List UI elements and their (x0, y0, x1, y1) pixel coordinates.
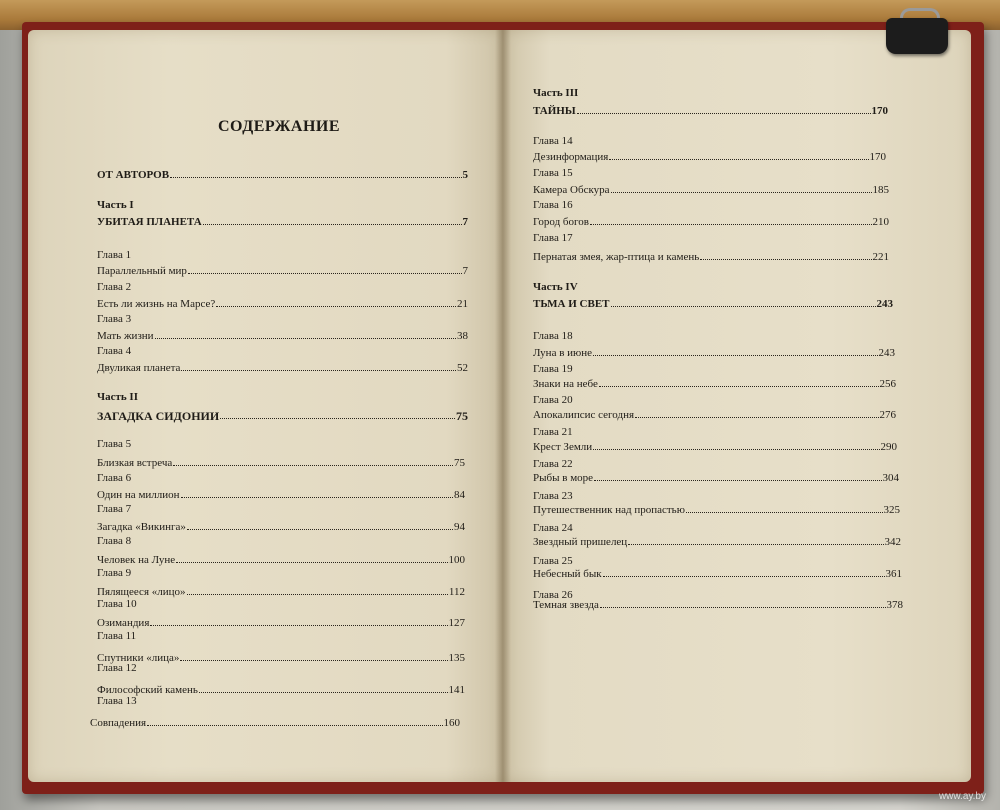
part-4-page: 243 (876, 298, 893, 310)
dot-leader (603, 567, 885, 577)
part-4-heading: Часть IV (533, 281, 578, 293)
chapter-label: Глава 1 (97, 249, 132, 261)
chapter-title: Совпадения (90, 717, 147, 729)
part-2-page: 75 (456, 409, 468, 423)
dot-leader (187, 585, 448, 595)
toc-entry (533, 567, 902, 581)
dot-leader (611, 183, 872, 193)
toc-entry-part-1 (97, 215, 468, 229)
toc-entry (97, 616, 465, 630)
chapter-label: Глава 6 (97, 472, 132, 484)
chapter-label: Глава 8 (97, 535, 132, 547)
dot-leader (176, 553, 447, 563)
chapter-label: Глава 16 (533, 199, 573, 211)
part-2-name: ЗАГАДКА СИДОНИИ (97, 409, 220, 423)
chapter-title: Загадка «Викинга» (97, 521, 186, 533)
chapter-title: Апокалипсис сегодня (533, 409, 635, 421)
dot-leader (599, 377, 879, 387)
chapter-page: 378 (886, 599, 903, 611)
chapter-label: Глава 18 (533, 330, 573, 342)
chapter-page: 325 (883, 504, 900, 516)
chapter-label: Глава 19 (533, 363, 573, 375)
dot-leader (700, 250, 871, 260)
chapter-label: Глава 24 (533, 522, 573, 534)
chapter-page: 100 (448, 554, 465, 566)
chapter-page: 342 (884, 536, 901, 548)
dot-leader (609, 150, 868, 160)
chapter-page: 210 (872, 216, 889, 228)
chapter-page: 276 (879, 409, 896, 421)
chapter-title: Луна в июне (533, 347, 593, 359)
chapter-title: Рыбы в море (533, 472, 594, 484)
chapter-label: Глава 2 (97, 281, 132, 293)
dot-leader (220, 409, 455, 419)
toc-entry-part-3 (533, 104, 888, 118)
chapter-page: 141 (448, 684, 465, 696)
dot-leader (203, 215, 462, 225)
chapter-page: 290 (880, 441, 897, 453)
book-gutter (495, 30, 511, 782)
toc-entry (97, 361, 468, 375)
chapter-page: 256 (879, 378, 896, 390)
dot-leader (188, 264, 462, 274)
dot-leader (590, 215, 872, 225)
chapter-label: Глава 5 (97, 438, 132, 450)
part-3-name: ТАЙНЫ (533, 105, 576, 117)
dot-leader (593, 440, 879, 450)
chapter-title: Камера Обскура (533, 184, 610, 196)
chapter-page: 221 (872, 251, 889, 263)
chapter-title: Небесный бык (533, 568, 602, 580)
watermark: www.ay.by (938, 791, 986, 802)
toc-entry (533, 471, 899, 485)
binder-clip (886, 18, 948, 54)
chapter-title: Есть ли жизнь на Марсе? (97, 298, 216, 310)
chapter-label: Глава 23 (533, 490, 573, 502)
toc-entry (533, 535, 901, 549)
toc-entry (97, 651, 465, 665)
chapter-page: 304 (882, 472, 899, 484)
part-3-heading: Часть III (533, 87, 579, 99)
chapter-page: 361 (885, 568, 902, 580)
chapter-title: Пернатая змея, жар-птица и камень (533, 251, 700, 263)
chapter-label: Глава 14 (533, 135, 573, 147)
chapter-page: 84 (454, 489, 465, 501)
chapter-title: Пялящееся «лицо» (97, 586, 186, 598)
toc-entry (97, 264, 468, 278)
chapter-label: Глава 12 (97, 662, 137, 674)
toc-entry (533, 503, 900, 517)
dot-leader (155, 329, 456, 339)
chapter-title: Философский камень (97, 684, 198, 696)
toc-entry (533, 215, 889, 229)
chapter-title: Озимандия (97, 617, 150, 629)
dot-leader (199, 683, 448, 693)
chapter-label: Глава 3 (97, 313, 132, 325)
chapter-page: 94 (454, 521, 465, 533)
chapter-title: Человек на Луне (97, 554, 176, 566)
toc-entry (97, 585, 465, 599)
toc-entry (533, 440, 897, 454)
chapter-page: 135 (448, 652, 465, 664)
chapter-page: 112 (448, 586, 465, 598)
chapter-title: Темная звезда (533, 599, 599, 611)
preface-page: 5 (462, 169, 468, 181)
chapter-title: Звездный пришелец (533, 536, 628, 548)
chapter-title: Дезинформация (533, 151, 609, 163)
right-page (503, 30, 971, 782)
chapter-label: Глава 13 (97, 695, 137, 707)
dot-leader (181, 488, 453, 498)
part-4-name: ТЬМА И СВЕТ (533, 298, 610, 310)
toc-entry (97, 329, 468, 343)
toc-entry (533, 150, 886, 164)
toc-entry-part-4 (533, 297, 893, 311)
dot-leader (593, 346, 877, 356)
toc-entry (533, 377, 896, 391)
chapter-title: Путешественник над пропастью (533, 504, 685, 516)
chapter-page: 170 (869, 151, 886, 163)
dot-leader (180, 651, 447, 661)
dot-leader (594, 471, 881, 481)
dot-leader (147, 716, 442, 726)
dot-leader (577, 104, 871, 114)
toc-entry (533, 346, 895, 360)
dot-leader (686, 503, 883, 513)
dot-leader (187, 520, 453, 530)
chapter-page: 38 (457, 330, 468, 342)
chapter-label: Глава 7 (97, 503, 132, 515)
chapter-label: Глава 25 (533, 555, 573, 567)
toc-entry (97, 520, 465, 534)
dot-leader (635, 408, 878, 418)
dot-leader (216, 297, 456, 307)
part-3-page: 170 (871, 105, 888, 117)
toc-entry-preface (97, 168, 468, 182)
chapter-title: Мать жизни (97, 330, 154, 342)
chapter-title: Один на миллион (97, 489, 180, 501)
chapter-label: Глава 9 (97, 567, 132, 579)
toc-entry (533, 250, 889, 264)
part-1-name: УБИТАЯ ПЛАНЕТА (97, 216, 202, 228)
chapter-label: Глава 10 (97, 598, 137, 610)
toc-entry (90, 716, 460, 730)
chapter-label: Глава 17 (533, 232, 573, 244)
chapter-label: Глава 4 (97, 345, 132, 357)
dot-leader (150, 616, 447, 626)
dot-leader (181, 361, 456, 371)
chapter-page: 243 (878, 347, 895, 359)
toc-entry (97, 683, 465, 697)
dot-leader (173, 456, 453, 466)
part-1-page: 7 (462, 216, 468, 228)
chapter-page: 185 (872, 184, 889, 196)
dot-leader (600, 598, 886, 608)
toc-entry-part-2 (97, 409, 468, 423)
dot-leader (170, 168, 461, 178)
toc-entry (533, 408, 896, 422)
chapter-title: Крест Земли (533, 441, 593, 453)
chapter-page: 21 (457, 298, 468, 310)
chapter-label: Глава 20 (533, 394, 573, 406)
toc-entry (533, 598, 903, 612)
dot-leader (628, 535, 883, 545)
chapter-page: 52 (457, 362, 468, 374)
toc-entry (97, 553, 465, 567)
toc-entry (97, 456, 465, 470)
toc-entry (97, 488, 465, 502)
chapter-page: 7 (462, 265, 468, 277)
chapter-label: Глава 26 (533, 589, 573, 601)
chapter-title: Спутники «лица» (97, 652, 180, 664)
chapter-title: Город богов (533, 216, 589, 228)
dot-leader (611, 297, 876, 307)
chapter-title: Параллельный мир (97, 265, 187, 277)
preface-label: ОТ АВТОРОВ (97, 169, 170, 181)
chapter-title: Знаки на небе (533, 378, 598, 390)
chapter-label: Глава 21 (533, 426, 573, 438)
chapter-label: Глава 11 (97, 630, 137, 642)
part-1-heading: Часть I (97, 199, 134, 211)
chapter-page: 160 (443, 717, 460, 729)
part-2-heading: Часть II (97, 391, 138, 403)
chapter-page: 127 (448, 617, 465, 629)
chapter-page: 75 (454, 457, 465, 469)
chapter-label: Глава 15 (533, 167, 573, 179)
toc-entry (97, 297, 468, 311)
chapter-title: Двуликая планета (97, 362, 181, 374)
page-title: СОДЕРЖАНИЕ (218, 118, 341, 135)
toc-entry (533, 183, 889, 197)
chapter-title: Близкая встреча (97, 457, 173, 469)
chapter-label: Глава 22 (533, 458, 573, 470)
